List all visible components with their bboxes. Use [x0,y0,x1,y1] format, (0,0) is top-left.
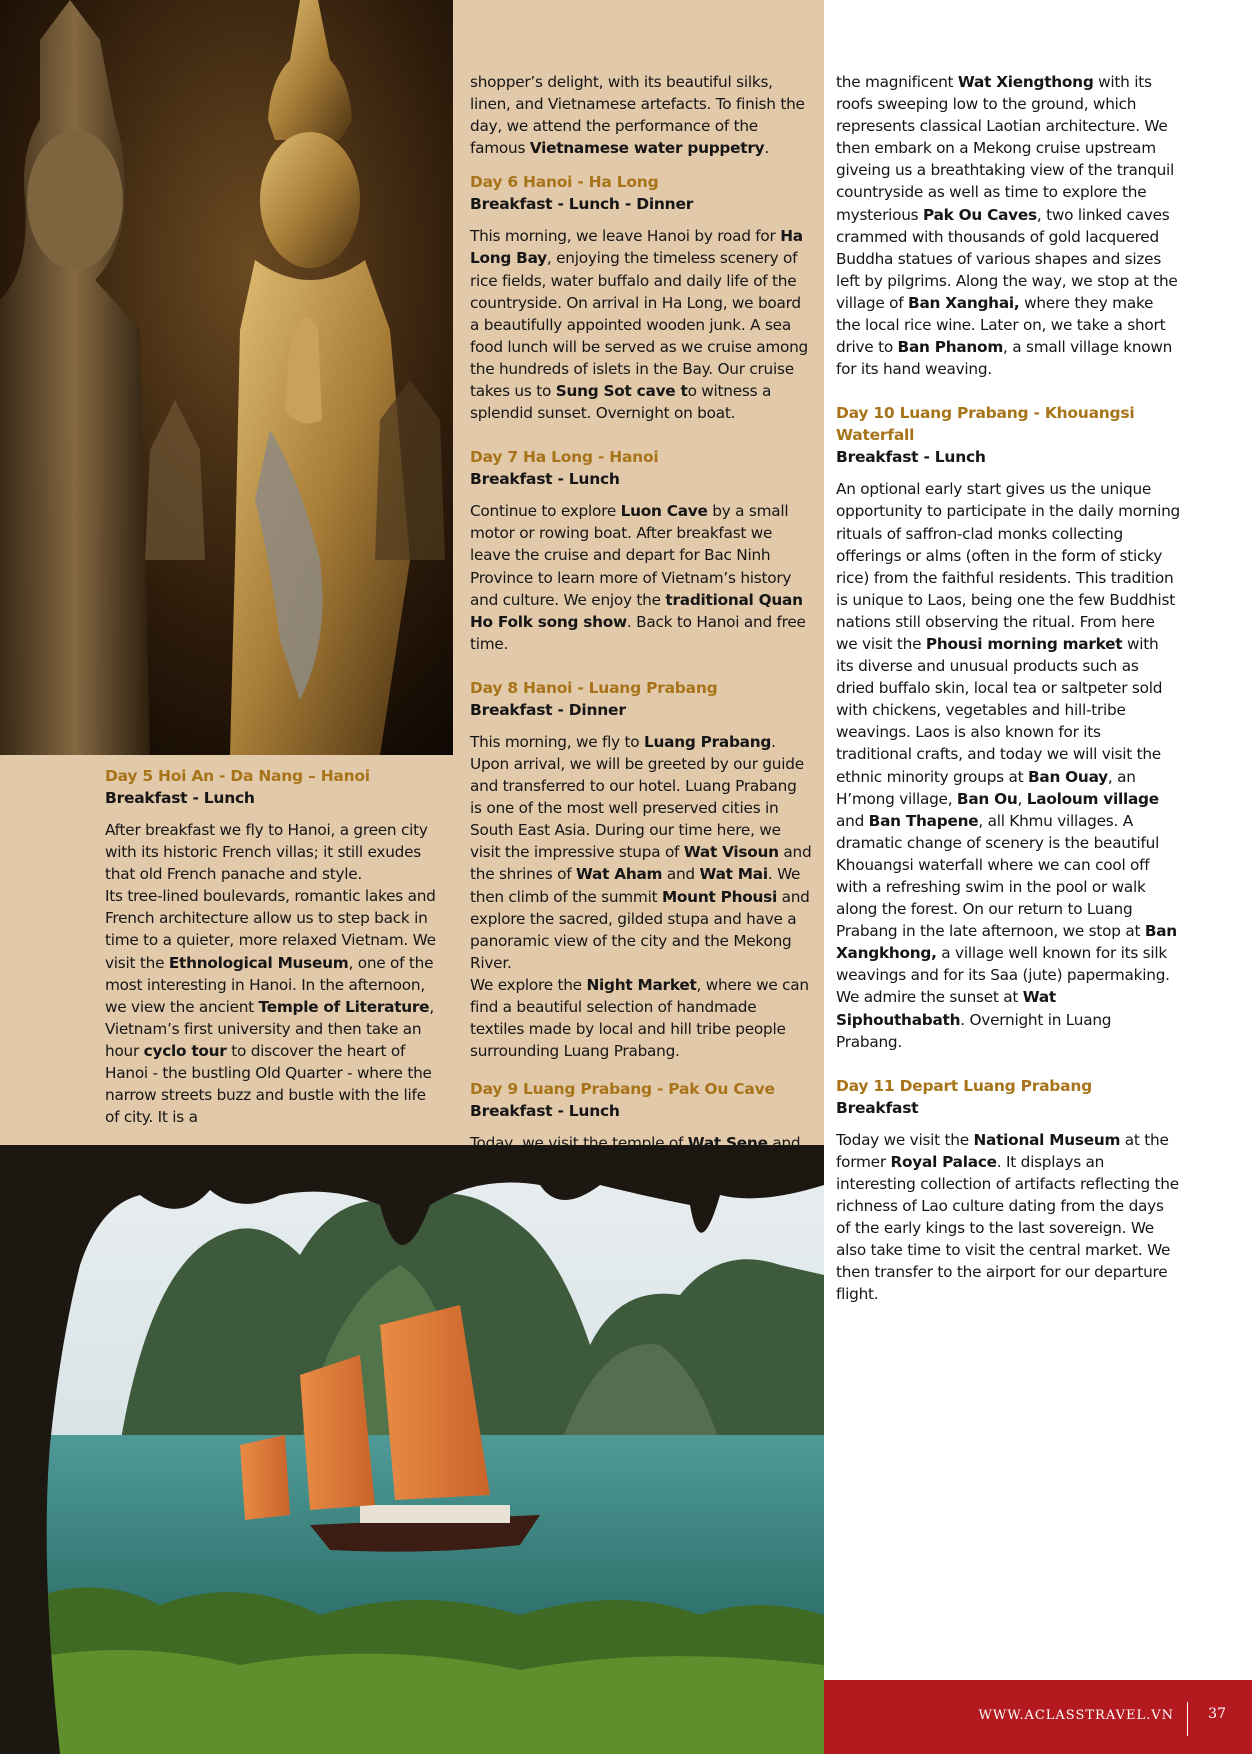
day-6-block [470,171,812,424]
column-2 [470,71,812,1176]
day-5-text: After breakfast we fly to Hanoi, a green city with its historic French villas; it still exudes that old French panache and style. Its tree-lined boulevards, romantic lakes and French architecture allow us to step back in time to a quieter, more relaxed Vietnam. We visit the Ethnological Museum, one of the most interesting in Hanoi. In the afternoon, we view the ancient Temple of Literature, Vietnam’s first university and then take an hour cyclo tour to discover the heart of Hanoi - the bustling Old Quarter - where the narrow streets buzz and bustle with the life of city. It is a [105,821,436,1127]
day-5-block [105,765,443,1128]
day-10-title: Day 10 Luang Prabang - Khouangsi Waterfall [836,404,1135,445]
day-11-title: Day 11 Depart Luang Prabang [836,1076,1092,1095]
day-6-title: Day 6 Hanoi - Ha Long [470,173,659,192]
footer-divider [1187,1702,1188,1736]
column-1 [105,765,443,1150]
day-5-meals: Breakfast - Lunch [105,789,255,807]
day-7-meals: Breakfast - Lunch [470,470,620,489]
day-9-title: Day 9 Luang Prabang - Pak Ou Cave [470,1080,775,1099]
halong-bay-junk-photo [0,1145,824,1754]
day-8-block [470,677,812,1062]
day-5-continued-text: shopper’s delight, with its beautiful silks, linen, and Vietnamese artefacts. To finish the day, we attend the performance of the famous Vietnamese water puppetry. [470,73,805,158]
day-8-meals: Breakfast - Dinner [470,700,626,719]
day-8-text: This morning, we fly to Luang Prabang. Upon arrival, we will be greeted by our guide and transferred to our hotel. Luang Prabang is one of the most well preserved cities in South East Asia. During our time here, we visit the impressive stupa of Wat Visoun and the shrines of Wat Aham and Wat Mai. We then climb of the summit Mount Phousi and explore the sacred, gilded stupa and have a panoramic view of the city and the Mekong River. We explore the Night Market, where we can find a beautiful selection of handmade textiles made by local and hill tribe people surrounding Luang Prabang. [470,732,812,1061]
day-6-meals: Breakfast - Lunch - Dinner [470,195,694,214]
day-9-meals: Breakfast - Lunch [470,1102,620,1121]
day-10-meals: Breakfast - Lunch [836,448,986,467]
day-9-text: Today, we visit the temple of Wat Sene and [470,1134,801,1153]
day-7-title: Day 7 Ha Long - Hanoi [470,448,659,467]
day-5-title: Day 5 Hoi An - Da Nang – Hanoi [105,767,370,785]
day-7-text: Continue to explore Luon Cave by a small motor or rowing boat. After breakfast we leave the cruise and depart for Bac Ninh Province to learn more of Vietnam’s history and culture. We enjoy the traditional Quan Ho Folk song show. Back to Hanoi and free time. [470,502,806,653]
day-7-block [470,446,812,655]
buddha-statues-photo [0,0,453,755]
day-11-meals: Breakfast [836,1098,919,1117]
day-6-text: This morning, we leave Hanoi by road for Ha Long Bay, enjoying the timeless scenery of rice fields, water buffalo and daily life of the countryside. On arrival in Ha Long, we board a beautifully appointed wooden junk. A sea food lunch will be served as we cruise among the hundreds of islets in the Bay. Our cruise takes us to Sung Sot cave to witness a splendid sunset. Overnight on boat. [470,227,809,423]
day-8-title: Day 8 Hanoi - Luang Prabang [470,678,718,697]
day-11-block [836,1075,1180,1306]
column-3 [836,71,1180,1328]
footer-bar [824,1680,1252,1754]
day-11-text: Today we visit the National Museum at the former Royal Palace. It displays an interesting collection of artifacts reflecting the richness of Lao culture dating from the days of the early kings to the last sovereign. We also take time to visit the central market. We then transfer to the airport for our departure flight. [836,1130,1179,1304]
day-9-continued-text: the magnificent Wat Xiengthong with its roofs sweeping low to the ground, which represents classical Laotian architecture. We then embark on a Mekong cruise upstream giveing us a breathtaking view of the tranquil countryside as well as time to explore the mysterious Pak Ou Caves, two linked caves crammed with thousands of gold lacquered Buddha statues of various shapes and sizes left by pilgrims. Along the way, we stop at the village of Ban Xanghai, where they make the local rice wine. Later on, we take a short drive to Ban Phanom, a small village known for its hand weaving. [836,73,1178,379]
day-10-text: An optional early start gives us the unique opportunity to participate in the daily morning rituals of saffron-clad monks collecting offerings or alms (often in the form of sticky rice) from the faithful residents. This tradition is unique to Laos, being one the few Buddhist nations still observing the ritual. From here we visit the Phousi morning market with its diverse and unusual products such as dried buffalo skin, local tea or saltpeter sold with chickens, vegetables and hill-tribe weavings. Laos is also known for its traditional crafts, and today we will visit the ethnic minority groups at Ban Ouay, an H’mong village, Ban Ou, Laoloum village and Ban Thapene, all Khmu villages. A dramatic change of scenery is the beautiful Khouangsi waterfall where we can cool off with a refreshing swim in the pool or walk along the forest. On our return to Luang Prabang in the late afternoon, we stop at Ban Xangkhong, a village well known for its silk weavings and for its Saa (jute) papermaking. We admire the sunset at Wat Siphouthabath. Overnight in Luang Prabang. [836,480,1180,1051]
day-9-block [470,1078,812,1154]
day-10-block [836,402,1180,1052]
page-number: 37 [1208,1706,1226,1722]
footer-url[interactable]: WWW.ACLASSTRAVEL.VN [978,1708,1174,1723]
